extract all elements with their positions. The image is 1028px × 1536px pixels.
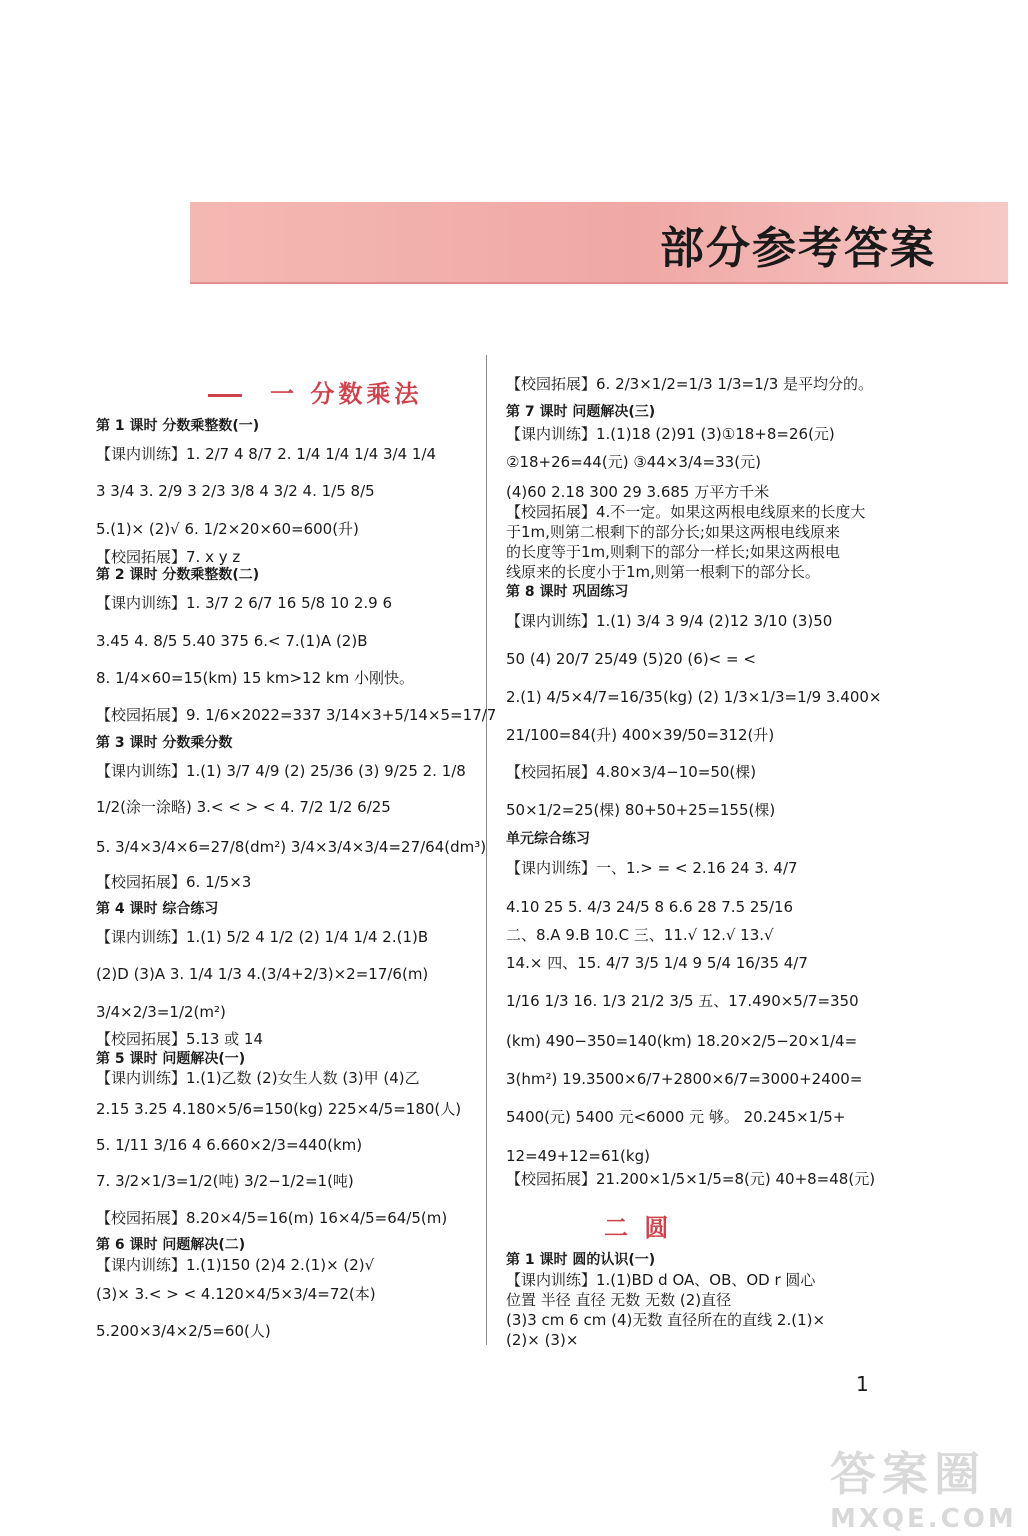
left-line-23: 2.15 3.25 4.180×5/6=150(kg) 225×4/5=180(人)	[96, 1100, 462, 1118]
left-line-25: 7. 3/2×1/3=1/2(吨) 3/2−1/2=1(吨)	[96, 1172, 354, 1190]
right-line-28: 第 1 课时 圆的认识(一)	[506, 1252, 656, 1268]
left-line-26: 【校园拓展】8.20×4/5=16(m) 16×4/5=64/5(m)	[96, 1209, 448, 1227]
title-banner	[190, 202, 1008, 284]
left-line-11: 第 3 课时 分数乘分数	[96, 735, 233, 751]
unit-heading-2: 二 圆	[604, 1214, 673, 1242]
left-line-17: 【课内训练】1.(1) 5/2 4 1/2 (2) 1/4 1/4 2.(1)B	[96, 928, 429, 946]
right-line-18: 【课内训练】一、1.> = < 2.16 24 3. 4/7	[506, 859, 798, 877]
right-line-27: 【校园拓展】21.200×1/5×1/5=8(元) 40+8=48(元)	[506, 1170, 876, 1188]
right-line-20: 二、8.A 9.B 10.C 三、11.√ 12.√ 13.√	[506, 926, 774, 944]
right-line-3: 【课内训练】1.(1)18 (2)91 (3)①18+8=26(元)	[506, 425, 835, 443]
right-line-8: 的长度等于1m,则剩下的部分一样长;如果这两根电	[506, 543, 840, 561]
left-line-21: 第 5 课时 问题解决(一)	[96, 1051, 246, 1067]
left-line-7: 【课内训练】1. 3/7 2 6/7 16 5/8 10 2.9 6	[96, 594, 392, 612]
left-line-1: 第 1 课时 分数乘整数(一)	[96, 418, 260, 434]
right-line-1: 【校园拓展】6. 2/3×1/2=1/3 1/3=1/3 是平均分的。	[506, 375, 874, 393]
watermark-name: 答案圈	[830, 1447, 986, 1501]
right-line-10: 第 8 课时 巩固练习	[506, 584, 629, 600]
right-line-13: 2.(1) 4/5×4/7=16/35(kg) (2) 1/3×1/3=1/9 3.400×	[506, 688, 882, 706]
right-line-11: 【课内训练】1.(1) 3/4 3 9/4 (2)12 3/10 (3)50	[506, 612, 833, 630]
right-line-32: (2)× (3)×	[506, 1331, 579, 1349]
right-line-9: 线原来的长度小于1m,则第一根剩下的部分长。	[506, 563, 820, 581]
right-line-26: 12=49+12=61(kg)	[506, 1147, 650, 1165]
right-line-19: 4.10 25 5. 4/3 24/5 8 6.6 28 7.5 25/16	[506, 898, 794, 916]
watermark-logo	[830, 1438, 1020, 1534]
right-line-30: 位置 半径 直径 无数 无数 (2)直径	[506, 1291, 732, 1309]
right-line-16: 50×1/2=25(棵) 80+50+25=155(棵)	[506, 801, 776, 819]
left-line-9: 8. 1/4×60=15(km) 15 km>12 km 小刚快。	[96, 669, 414, 687]
left-line-5: 【校园拓展】7. x y z	[96, 548, 241, 566]
left-line-15: 【校园拓展】6. 1/5×3	[96, 873, 252, 891]
column-divider	[486, 355, 487, 1345]
right-line-22: 1/16 1/3 16. 1/3 21/2 3/5 五、17.490×5/7=350	[506, 992, 859, 1010]
left-line-13: 1/2(涂一涂略) 3.< < > < 4. 7/2 1/2 6/25	[96, 798, 391, 816]
watermark-domain: MXQE.COM	[830, 1504, 1017, 1534]
left-line-2: 【课内训练】1. 2/7 4 8/7 2. 1/4 1/4 1/4 3/4 1/4	[96, 445, 437, 463]
right-line-24: 3(hm²) 19.3500×6/7+2800×6/7=3000+2400=	[506, 1070, 863, 1088]
left-line-24: 5. 1/11 3/16 4 6.660×2/3=440(km)	[96, 1136, 363, 1154]
left-line-22: 【课内训练】1.(1)乙数 (2)女生人数 (3)甲 (4)乙	[96, 1069, 420, 1087]
left-line-4: 5.(1)× (2)√ 6. 1/2×20×60=600(升)	[96, 520, 359, 538]
right-line-5: (4)60 2.18 300 29 3.685 万平方千米	[506, 483, 770, 501]
left-line-29: (3)× 3.< > < 4.120×4/5×3/4=72(本)	[96, 1285, 376, 1303]
right-line-29: 【课内训练】1.(1)BD d OA、OB、OD r 圆心	[506, 1271, 816, 1289]
left-line-27: 第 6 课时 问题解决(二)	[96, 1237, 246, 1253]
left-line-16: 第 4 课时 综合练习	[96, 901, 219, 917]
left-line-10: 【校园拓展】9. 1/6×2022=337 3/14×3+5/14×5=17/7	[96, 706, 497, 724]
right-line-2: 第 7 课时 问题解决(三)	[506, 404, 656, 420]
left-line-6: 第 2 课时 分数乘整数(二)	[96, 567, 260, 583]
left-line-18: (2)D (3)A 3. 1/4 1/3 4.(3/4+2/3)×2=17/6(m)	[96, 965, 429, 983]
right-line-14: 21/100=84(升) 400×39/50=312(升)	[506, 726, 775, 744]
heading-dash	[208, 394, 242, 397]
page-number: 1	[856, 1372, 869, 1396]
right-line-7: 于1m,则第二根剩下的部分长;如果这两根电线原来	[506, 523, 840, 541]
right-line-6: 【校园拓展】4.不一定。如果这两根电线原来的长度大	[506, 503, 866, 521]
left-line-3: 3 3/4 3. 2/9 3 2/3 3/8 4 3/2 4. 1/5 8/5	[96, 482, 375, 500]
right-line-4: ②18+26=44(元) ③44×3/4=33(元)	[506, 453, 761, 471]
left-line-14: 5. 3/4×3/4×6=27/8(dm²) 3/4×3/4×3/4=27/64(dm³)	[96, 838, 487, 856]
left-line-28: 【课内训练】1.(1)150 (2)4 2.(1)× (2)√	[96, 1256, 375, 1274]
right-line-23: (km) 490−350=140(km) 18.20×2/5−20×1/4=	[506, 1032, 858, 1050]
right-line-31: (3)3 cm 6 cm (4)无数 直径所在的直线 2.(1)×	[506, 1311, 826, 1329]
left-line-8: 3.45 4. 8/5 5.40 375 6.< 7.(1)A (2)B	[96, 632, 368, 650]
right-line-21: 14.× 四、15. 4/7 3/5 1/4 9 5/4 16/35 4/7	[506, 954, 808, 972]
left-line-30: 5.200×3/4×2/5=60(人)	[96, 1322, 271, 1340]
left-line-19: 3/4×2/3=1/2(m²)	[96, 1003, 226, 1021]
right-line-17: 单元综合练习	[506, 831, 590, 847]
right-line-25: 5400(元) 5400 元<6000 元 够。 20.245×1/5+	[506, 1108, 846, 1126]
left-line-12: 【课内训练】1.(1) 3/7 4/9 (2) 25/36 (3) 9/25 2. 1/8	[96, 762, 466, 780]
right-line-15: 【校园拓展】4.80×3/4−10=50(棵)	[506, 763, 757, 781]
left-line-20: 【校园拓展】5.13 或 14	[96, 1030, 264, 1048]
right-line-12: 50 (4) 20/7 25/49 (5)20 (6)< = <	[506, 650, 756, 668]
unit-heading-1: 一 分数乘法	[208, 374, 422, 409]
page-title: 部分参考答案	[660, 223, 936, 274]
